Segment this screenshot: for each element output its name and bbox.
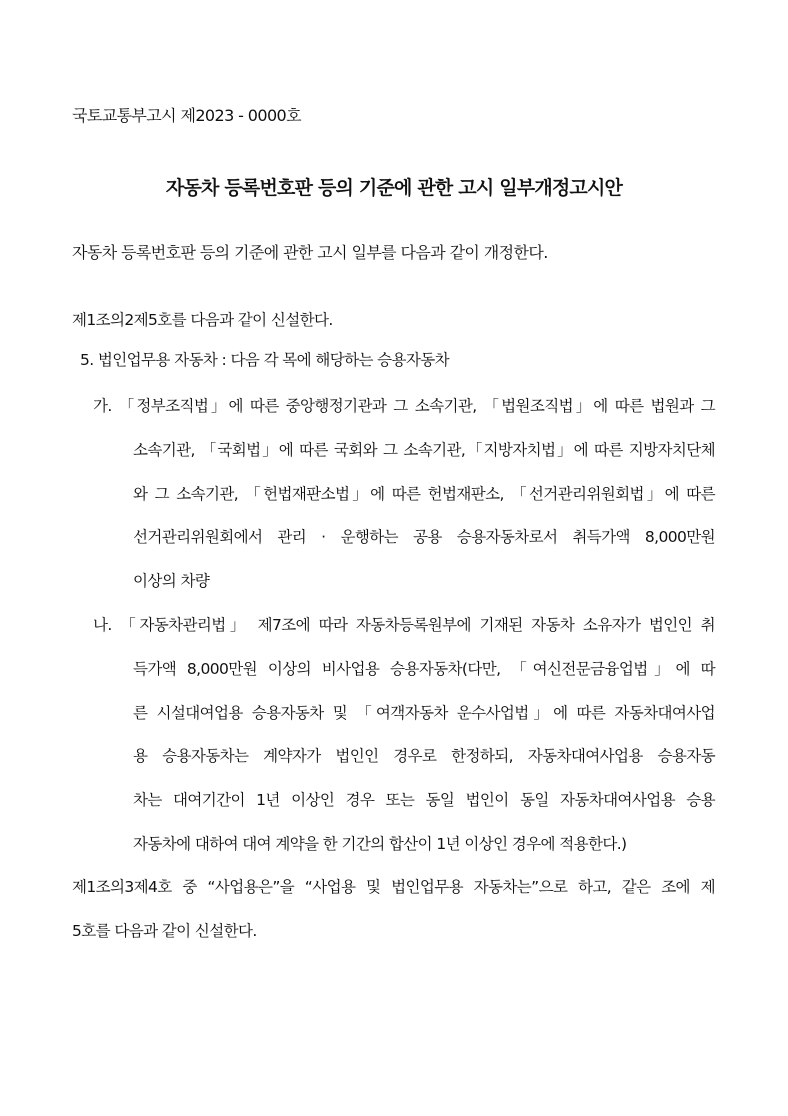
item-5: 5. 법인업무용 자동차 : 다음 각 목에 해당하는 승용자동차	[80, 351, 450, 369]
subitem-ga-line-4: 선거관리위원회에서 관리 · 운행하는 공용 승용자동차로서 취득가액 8,000만원	[133, 528, 715, 546]
subitem-na-line-4: 용 승용자동차는 계약자가 법인인 경우로 한정하되, 자동차대여사업용 승용자동	[133, 747, 715, 765]
subitem-ga-line-2: 소속기관, 「국회법」에 따른 국회와 그 소속기관,「지방자치법」에 따른 지방자치단체	[133, 441, 715, 459]
amendment2-line-1: 제1조의3제4호 중 “사업용은”을 “사업용 및 법인업무용 자동차는”으로 하고, 같은 조에 제	[72, 878, 715, 896]
subitem-na-line-6: 자동차에 대하여 대여 계약을 한 기간의 합산이 1년 이상인 경우에 적용한다.)	[133, 835, 627, 853]
subitem-ga-line-1: 가. 「정부조직법」에 따른 중앙행정기관과 그 소속기관, 「법원조직법」에 따른 법원과 그	[93, 397, 715, 415]
subitem-na-line-2: 득가액 8,000만원 이상의 비사업용 승용자동차(다만, 「여신전문금융업법」에 따	[133, 660, 715, 678]
subitem-na-line-1: 나. 「자동차관리법」 제7조에 따라 자동차등록원부에 기재된 자동차 소유자가 법인인 취	[93, 616, 715, 634]
amendment2-line-2: 5호를 다음과 같이 신설한다.	[72, 922, 257, 940]
document-title: 자동차 등록번호판 등의 기준에 관한 고시 일부개정고시안	[165, 177, 623, 199]
intro-paragraph: 자동차 등록번호판 등의 기준에 관한 고시 일부를 다음과 같이 개정한다.	[72, 243, 548, 262]
subitem-na-line-5: 차는 대여기간이 1년 이상인 경우 또는 동일 법인이 동일 자동차대여사업용 승용	[133, 791, 715, 809]
amendment1-heading: 제1조의2제5호를 다음과 같이 신설한다.	[72, 311, 333, 329]
subitem-ga-line-3: 와 그 소속기관, 「헌법재판소법」에 따른 헌법재판소, 「선거관리위원회법」에 따른	[133, 485, 715, 503]
subitem-na-line-3: 른 시설대여업용 승용자동차 및 「여객자동차 운수사업법」에 따른 자동차대여사업	[133, 704, 715, 722]
subitem-ga-line-5: 이상의 차량	[133, 572, 210, 590]
notice-number: 국토교통부고시 제2023 - 0000호	[72, 106, 301, 125]
